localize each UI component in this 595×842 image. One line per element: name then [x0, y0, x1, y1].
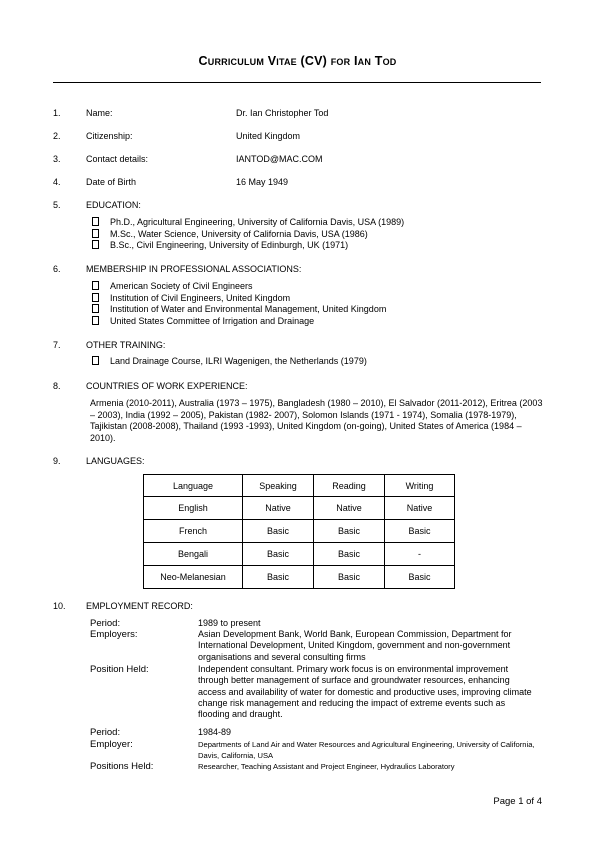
field-value: 16 May 1949 [236, 177, 289, 187]
section-heading: MEMBERSHIP IN PROFESSIONAL ASSOCIATIONS: [86, 264, 302, 274]
section-number: 10. [53, 601, 66, 611]
section-number: 7. [53, 340, 61, 350]
position-value: Independent consultant. Primary work focus is on environmental improvement through better management of surface and groundwater resources, enhancing access and availability of water for domestic and productive uses, improving climate change risk management and reducing the impact of extreme events such as flooding and draught. [198, 664, 532, 720]
table-cell: Native [243, 497, 314, 520]
list-item: American Society of Civil Engineers [92, 281, 253, 293]
title-rule [53, 82, 541, 83]
list-item: Institution of Civil Engineers, United Kingdom [92, 293, 290, 305]
bullet-icon [92, 217, 99, 226]
section-number: 6. [53, 264, 61, 274]
table-row [144, 497, 455, 520]
table-cell: Basic [314, 566, 385, 589]
section-heading: EMPLOYMENT RECORD: [86, 601, 193, 611]
field-number: 2. [53, 131, 61, 141]
bullet-icon [92, 229, 99, 238]
table-cell: - [385, 543, 455, 566]
column-header: Speaking [243, 475, 314, 497]
list-item: Ph.D., Agricultural Engineering, University of California Davis, USA (1989) [92, 217, 404, 229]
section-heading: COUNTRIES OF WORK EXPERIENCE: [86, 381, 248, 391]
table-cell: Basic [243, 520, 314, 543]
section-number: 9. [53, 456, 61, 466]
field-value: United Kingdom [236, 131, 301, 141]
position-value: Researcher, Teaching Assistant and Project Engineer, Hydraulics Laboratory [198, 762, 455, 771]
section-heading: OTHER TRAINING: [86, 340, 166, 350]
list-item: M.Sc., Water Science, University of California Davis, USA (1986) [92, 229, 368, 241]
countries-text: Armenia (2010-2011), Australia (1973 – 1975), Bangladesh (1980 – 2010), El Salvador (2011-2012), Eritrea (2003 – 2003), India (1992 – 2005), Pakistan (1982- 2007), Solomon Islands (1971 - 1974), Somalia (1978-1979), Tajikistan (2008-2008), Thailand (1993 -1993), United Kingdom (on-going), United States of America (1984 – 2010). [90, 398, 543, 443]
employer-label: Employers: [90, 629, 138, 640]
list-item: United States Committee of Irrigation and Drainage [92, 316, 314, 328]
table-cell: Bengali [144, 543, 243, 566]
bullet-icon [92, 316, 99, 325]
table-row [144, 566, 455, 589]
field-label: Citizenship: [86, 131, 133, 141]
table-cell: Native [314, 497, 385, 520]
section-number: 5. [53, 200, 61, 210]
period-label: Period: [90, 727, 121, 738]
table-row [144, 543, 455, 566]
employer-label: Employer: [90, 739, 133, 750]
bullet-icon [92, 356, 99, 365]
table-cell: English [144, 497, 243, 520]
field-label: Name: [86, 108, 113, 118]
languages-table [143, 474, 455, 589]
table-cell: French [144, 520, 243, 543]
table-cell: Basic [385, 520, 455, 543]
column-header: Reading [314, 475, 385, 497]
section-number: 8. [53, 381, 61, 391]
table-header-row [144, 475, 455, 497]
table-cell: Basic [314, 520, 385, 543]
period-value: 1984-89 [198, 727, 232, 737]
list-item: Land Drainage Course, ILRI Wagenigen, the Netherlands (1979) [92, 356, 367, 368]
page-number: Page 1 of 4 [493, 796, 542, 807]
bullet-icon [92, 281, 99, 290]
table-row [144, 520, 455, 543]
field-label: Date of Birth [86, 177, 137, 187]
field-number: 1. [53, 108, 61, 118]
section-heading: LANGUAGES: [86, 456, 145, 466]
column-header: Language [144, 475, 243, 497]
document-title: Curriculum Vitae (CV) for Ian Tod [198, 54, 397, 68]
column-header: Writing [385, 475, 455, 497]
employer-value: Asian Development Bank, World Bank, European Commission, Department for International Development, United Kingdom, government and non-government organisations and several consulting firms [198, 629, 512, 662]
field-number: 3. [53, 154, 61, 164]
table-cell: Native [385, 497, 455, 520]
table-cell: Neo-Melanesian [144, 566, 243, 589]
employer-value: Departments of Land Air and Water Resources and Agricultural Engineering, University of California, Davis, California, USA [198, 740, 535, 760]
position-label: Positions Held: [90, 761, 154, 772]
list-item: B.Sc., Civil Engineering, University of Edinburgh, UK (1971) [92, 240, 348, 252]
field-value: Dr. Ian Christopher Tod [236, 108, 329, 118]
bullet-icon [92, 240, 99, 249]
period-label: Period: [90, 618, 121, 629]
position-label: Position Held: [90, 664, 149, 675]
bullet-icon [92, 304, 99, 313]
field-value: IANTOD@MAC.COM [236, 154, 323, 164]
section-heading: EDUCATION: [86, 200, 141, 210]
table-cell: Basic [243, 566, 314, 589]
table-cell: Basic [385, 566, 455, 589]
table-cell: Basic [314, 543, 385, 566]
bullet-icon [92, 293, 99, 302]
field-label: Contact details: [86, 154, 149, 164]
field-number: 4. [53, 177, 61, 187]
list-item: Institution of Water and Environmental Management, United Kingdom [92, 304, 386, 316]
period-value: 1989 to present [198, 618, 261, 628]
table-cell: Basic [243, 543, 314, 566]
